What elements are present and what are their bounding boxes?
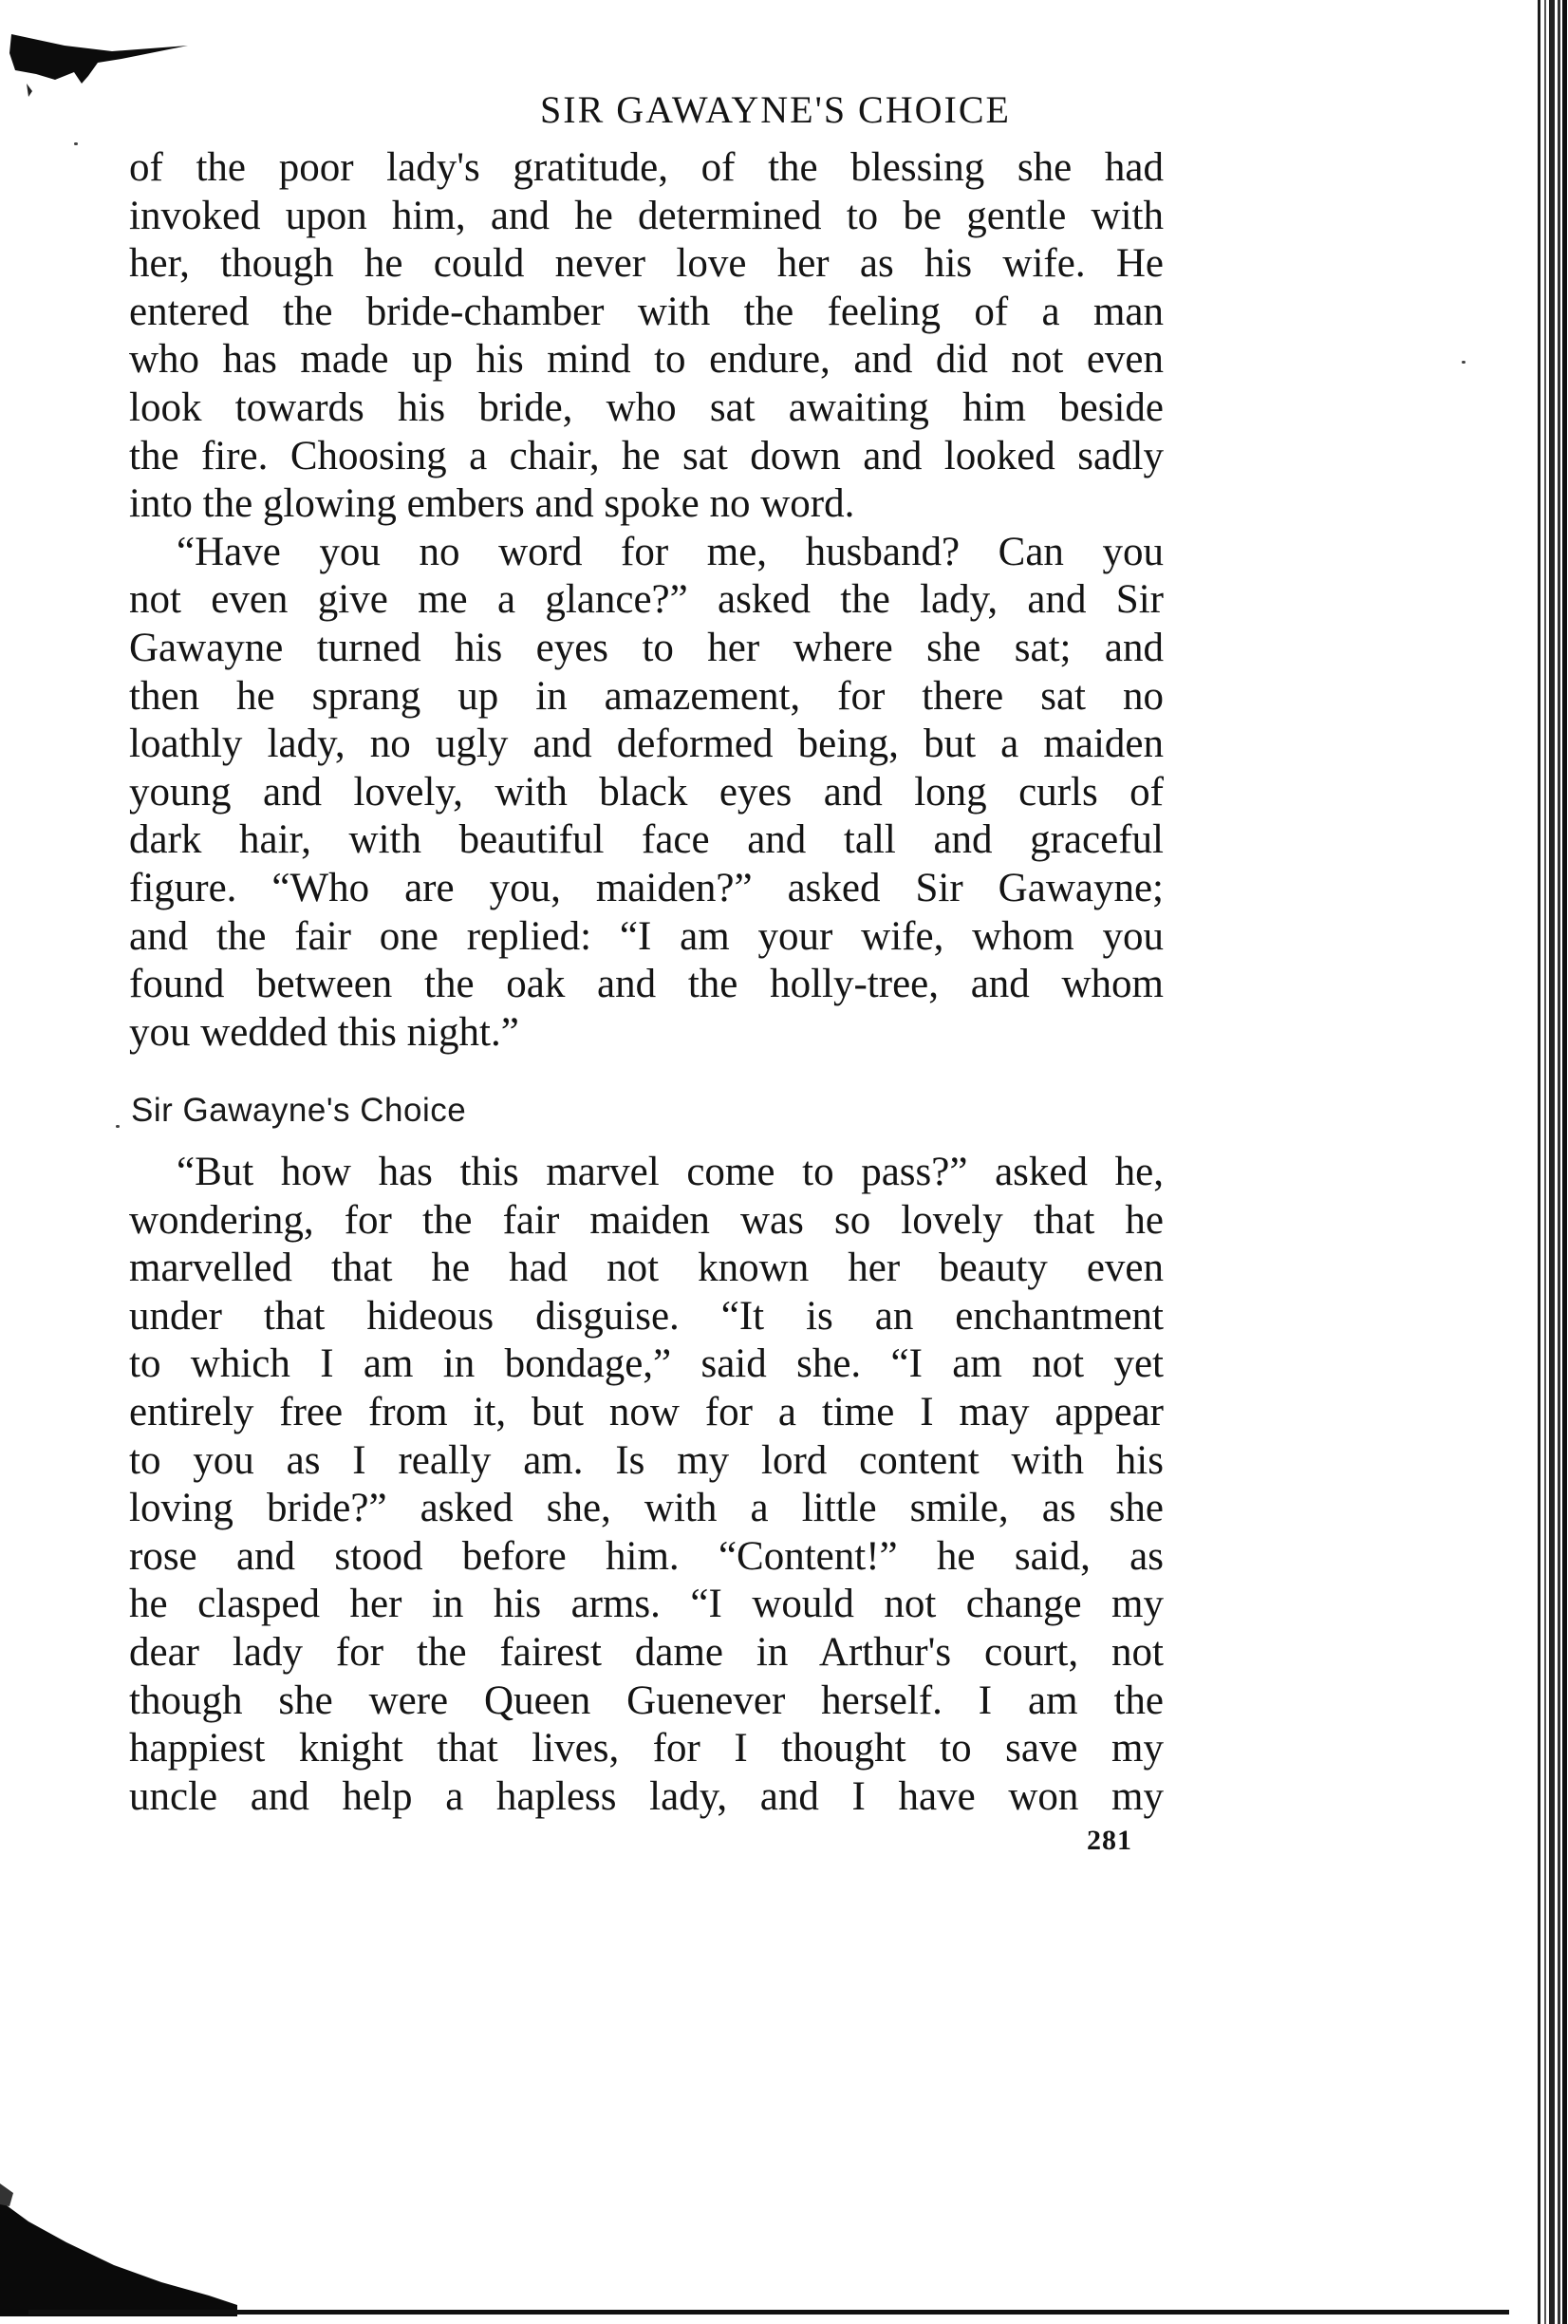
text-line: and the fair one replied: “I am your wife, whom you	[129, 913, 1164, 959]
scan-corner-mark-icon	[8, 17, 197, 103]
text-line: then he sprang up in amazement, for there sat no	[129, 673, 1164, 719]
text-line: rose and stood before him. “Content!” he said, as	[129, 1533, 1164, 1579]
scan-smudge-icon	[0, 2183, 247, 2324]
gutter-lines	[1530, 0, 1568, 2324]
text-block-bottom	[129, 1149, 1164, 1821]
text-line: dear lady for the fairest dame in Arthur's court, not	[129, 1629, 1164, 1675]
text-line: under that hideous disguise. “It is an enchantment	[129, 1293, 1164, 1339]
running-head-text: SIR GAWAYNE'S CHOICE	[540, 88, 1011, 131]
text-line: into the glowing embers and spoke no word.	[129, 481, 855, 527]
text-line: of the poor lady's gratitude, of the blessing she had	[129, 145, 1164, 190]
scan-speck	[1462, 361, 1465, 364]
text-line: not even give me a glance?” asked the lady, and Sir	[129, 577, 1164, 623]
text-line: he clasped her in his arms. “I would not change my	[129, 1582, 1164, 1627]
text-line: her, though he could never love her as his wife. He	[129, 241, 1164, 287]
text-line: entered the bride-chamber with the feeling of a man	[129, 289, 1164, 334]
text-block-top	[129, 144, 1164, 1057]
section-sidenote: Sir Gawayne's Choice	[131, 1092, 467, 1129]
scan-bottom-edge	[28, 2310, 1509, 2315]
text-line: loving bride?” asked she, with a little smile, as she	[129, 1486, 1164, 1531]
text-line: look towards his bride, who sat awaiting him beside	[129, 384, 1164, 430]
scan-speck	[74, 142, 78, 145]
text-line: young and lovely, with black eyes and long curls of	[129, 769, 1164, 815]
text-line: dark hair, with beautiful face and tall and graceful	[129, 817, 1164, 863]
text-line: Gawayne turned his eyes to her where she sat; and	[129, 625, 1164, 670]
text-line: loathly lady, no ugly and deformed being, but a maiden	[129, 722, 1164, 767]
text-line: entirely free from it, but now for a time I may appear	[129, 1389, 1164, 1434]
text-line: “Have you no word for me, husband? Can you	[177, 529, 1164, 574]
scan-speck	[116, 1125, 120, 1128]
text-line: wondering, for the fair maiden was so lovely that he	[129, 1197, 1164, 1243]
text-line: to which I am in bondage,” said she. “I am not yet	[129, 1341, 1164, 1387]
text-line: happiest knight that lives, for I thought to save my	[129, 1726, 1164, 1771]
page-number: 281	[1087, 1825, 1132, 1856]
text-line: to you as I really am. Is my lord content with his	[129, 1437, 1164, 1483]
text-line: invoked upon him, and he determined to be gentle with	[129, 193, 1164, 238]
text-line: “But how has this marvel come to pass?” asked he,	[177, 1150, 1164, 1194]
text-line: the fire. Choosing a chair, he sat down and looked sadly	[129, 433, 1164, 478]
text-line: uncle and help a hapless lady, and I have won my	[129, 1773, 1164, 1819]
text-line: found between the oak and the holly-tree, and whom	[129, 962, 1164, 1007]
text-line: figure. “Who are you, maiden?” asked Sir Gawayne;	[129, 865, 1164, 910]
text-line: you wedded this night.”	[129, 1009, 519, 1055]
text-line: who has made up his mind to endure, and did not even	[129, 337, 1164, 383]
text-line: though she were Queen Guenever herself. I am the	[129, 1677, 1164, 1723]
running-head	[0, 88, 1568, 131]
text-line: marvelled that he had not known her beauty even	[129, 1246, 1164, 1291]
